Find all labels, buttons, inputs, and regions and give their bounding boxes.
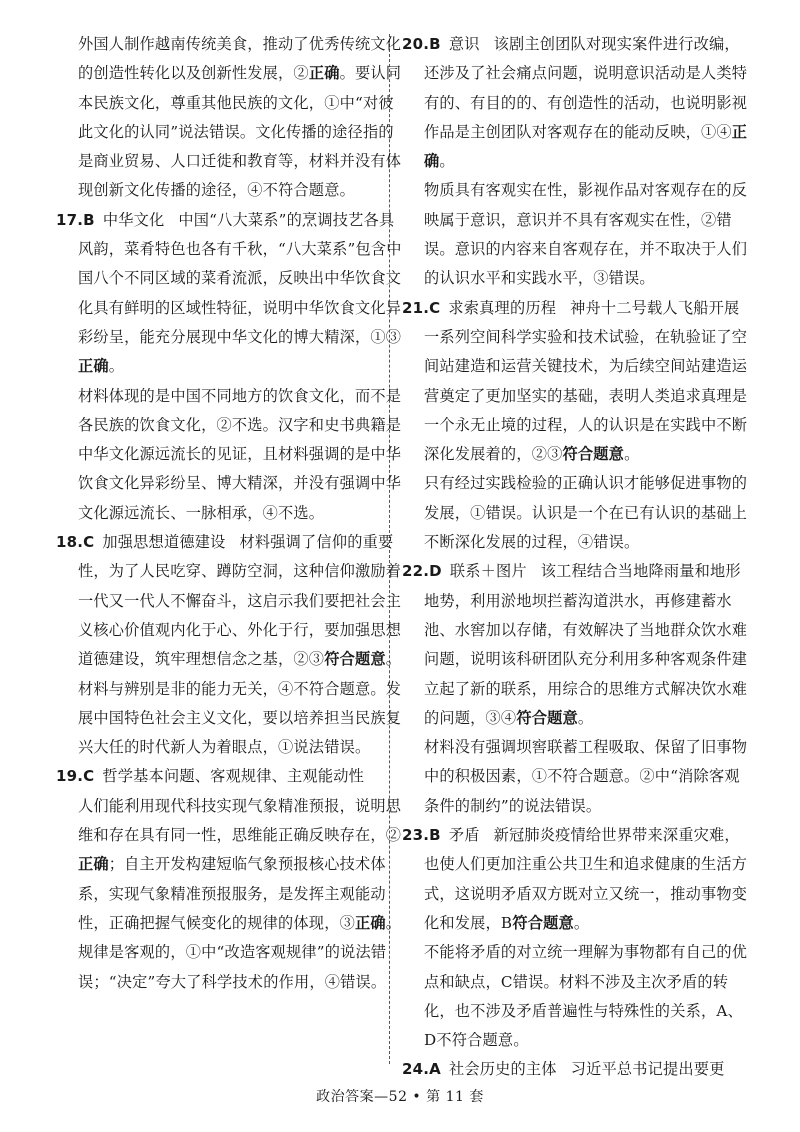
answer-19-punct: 。 bbox=[385, 913, 402, 932]
answer-17-punct: 。 bbox=[108, 357, 125, 376]
answer-20-topic: 意识 bbox=[448, 35, 480, 53]
answer-24-topic: 社会历史的主体 bbox=[448, 1060, 557, 1079]
answer-19 bbox=[56, 762, 404, 996]
answer-16-text-a: 外国人制作越南传统美食，推动了优秀传统文化的创造性转化以及创新性发展，② bbox=[78, 35, 402, 83]
answer-17-topic: 中华文化 bbox=[102, 210, 165, 229]
answer-21-punct: 。 bbox=[624, 445, 640, 464]
answer-22 bbox=[402, 557, 754, 821]
answer-18-number: 18.C bbox=[56, 533, 95, 552]
answer-21-analysis: 神舟十二号载人飞船开展一系列空间科学实验和技术试验，在轨验证了空间站建造和运营关键技术，为后续空间站建造运营奠定了更加坚实的基础，表明人类追求真理是一个永无止境的过程，人的认识是在实践中不断深化发展着的，②③ bbox=[424, 298, 748, 464]
answer-18-explanation: 材料与辨别是非的能力无关，④不符合题意。发展中国特色社会主义文化，要以培养担当民族复兴大任的时代新人为着眼点，①说法错误。 bbox=[78, 679, 402, 757]
answer-17-verdict: 正确 bbox=[78, 357, 109, 376]
answer-19-verdict-b: 正确 bbox=[354, 913, 386, 932]
answer-24 bbox=[402, 1055, 754, 1084]
answer-22-verdict: 符合题意 bbox=[516, 708, 578, 727]
page-footer: 政治答案—52 • 第 11 套 bbox=[316, 1089, 484, 1105]
right-column bbox=[402, 30, 754, 1085]
answer-23-number: 23.B bbox=[402, 826, 441, 845]
answer-17 bbox=[56, 206, 404, 528]
answer-20-analysis: 该剧主创团队对现实案件进行改编，还涉及了社会痛点问题，说明意识活动是人类特有的、有目的的、有创造性的活动，也说明影视作品是主创团队对客观存在的能动反映，①④ bbox=[424, 35, 748, 141]
answer-23-verdict: 符合题意 bbox=[512, 913, 574, 932]
left-column bbox=[56, 30, 404, 997]
answer-17-analysis: 中国“八大菜系”的烹调技艺各具风韵，菜肴特色也各有千秋，“八大菜系”包含中国八个不同区域的菜肴流派，反映出中华饮食文化具有鲜明的区域性特征，说明中华饮食文化异彩纷呈，能充分展现中华文化的博大精深，①③ bbox=[78, 210, 402, 346]
answer-20-punct: 。 bbox=[439, 152, 455, 171]
answer-23-topic: 矛盾 bbox=[448, 826, 480, 845]
answer-21-explanation: 只有经过实践检验的正确认识才能够促进事物的发展，①错误。认识是一个在已有认识的基础上不断深化发展的过程，④错误。 bbox=[424, 474, 748, 552]
answer-19-topic: 哲学基本问题、客观规律、主观能动性 bbox=[102, 767, 364, 786]
answer-17-number: 17.B bbox=[56, 210, 95, 229]
answer-19-number: 19.C bbox=[56, 767, 95, 786]
answer-19-analysis-b: ；自主开发构建短临气象预报核心技术体系，实现气象精准预报服务，是发挥主观能动性，正确把握气候变化的规律的体现，③ bbox=[78, 855, 386, 932]
answer-20-explanation: 物质具有客观实在性，影视作品对客观存在的反映属于意识，意识并不具有客观实在性，②错误。意识的内容来自客观存在，并不取决于人们的认识水平和实践水平，③错误。 bbox=[424, 181, 748, 288]
answer-23 bbox=[402, 821, 754, 1055]
answer-18-topic: 加强思想道德建设 bbox=[102, 533, 226, 552]
answer-18 bbox=[56, 528, 404, 762]
answer-21-verdict: 符合题意 bbox=[562, 445, 625, 464]
answer-17-explanation: 材料体现的是中国不同地方的饮食文化，而不是各民族的饮食文化，②不选。汉字和史书典籍是中华文化源远流长的见证，且材料强调的是中华饮食文化异彩纷呈、博大精深，并没有强调中华文化源远流长、一脉相承，④不选。 bbox=[78, 386, 402, 522]
answer-24-analysis: 习近平总书记提出要更 bbox=[570, 1060, 725, 1079]
answer-16-text-b: 。要认同本民族文化，尊重其他民族的文化，①中“对彼此文化的认同”说法错误。文化传播的途径指的是商业贸易、人口迁徙和教育等，材料并没有体现创新文化传播的途径，④不符合题意。 bbox=[78, 64, 402, 200]
answer-22-number: 22.D bbox=[402, 562, 442, 581]
answer-20 bbox=[402, 30, 754, 294]
answer-19-explanation: 规律是客观的，①中“改造客观规律”的说法错误；“决定”夸大了科学技术的作用，④错误。 bbox=[78, 943, 387, 991]
answer-19-verdict-a: 正确 bbox=[78, 855, 109, 874]
answer-24-number: 24.A bbox=[402, 1060, 441, 1079]
answer-16-continued bbox=[56, 30, 404, 206]
answer-18-verdict: 符合题意 bbox=[324, 650, 386, 669]
answer-18-analysis: 材料强调了信仰的重要性，为了人民吃穿、蹲防空洞，这种信仰激励着一代又一代人不懈奋斗，这启示我们要把社会主义核心价值观内化于心、外化于行，要加强思想道德建设，筑牢理想信念之基，②③ bbox=[78, 533, 402, 669]
answer-22-punct: 。 bbox=[577, 708, 594, 727]
answer-20-number: 20.B bbox=[402, 35, 441, 53]
answer-21 bbox=[402, 294, 754, 558]
answer-23-punct: 。 bbox=[573, 913, 590, 932]
answer-19-analysis-a: 人们能利用现代科技实现气象精准预报，说明思维和存在具有同一性，思维能正确反映存在，② bbox=[78, 796, 402, 845]
answer-23-analysis: 新冠肺炎疫情给世界带来深重灾难，也使人们更加注重公共卫生和追求健康的生活方式，这说明矛盾双方既对立又统一，推动事物变化和发展，B bbox=[424, 826, 748, 932]
answer-22-explanation: 材料没有强调坝窖联蓄工程吸取、保留了旧事物中的积极因素，①不符合题意。②中“消除客观条件的制约”的说法错误。 bbox=[424, 738, 748, 815]
answer-18-punct: 。 bbox=[385, 650, 402, 669]
answer-20-verdict: 正确 bbox=[424, 122, 748, 171]
answer-23-explanation: 不能将矛盾的对立统一理解为事物都有自己的优点和缺点，C错误。材料不涉及主次矛盾的转化，也不涉及矛盾普遍性与特殊性的关系，A、D不符合题意。 bbox=[424, 943, 748, 1050]
answer-16-correct: 正确 bbox=[308, 64, 340, 83]
answer-22-analysis: 该工程结合当地降雨量和地形地势，利用淤地坝拦蓄沟道洪水，再修建蓄水池、水窖加以存储，有效解决了当地群众饮水难问题，说明该科研团队充分利用多种客观条件建立起了新的联系，用综合的思维方式解决饮水难的问题，③④ bbox=[424, 562, 748, 727]
answer-22-topic: 联系＋图片 bbox=[449, 562, 527, 581]
answer-21-number: 21.C bbox=[402, 298, 441, 317]
answer-21-topic: 求索真理的历程 bbox=[448, 298, 557, 317]
